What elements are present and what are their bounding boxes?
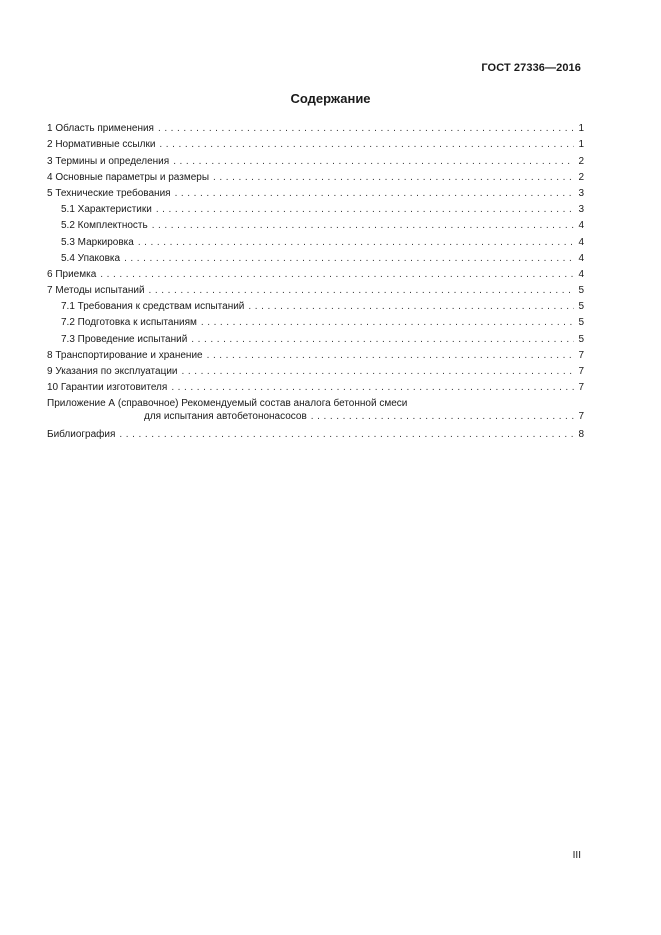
toc-entry[interactable] bbox=[47, 135, 584, 151]
toc-entry-label: 6 Приемка bbox=[47, 268, 97, 280]
toc-entry-page: 7 bbox=[578, 366, 584, 377]
toc-entry-page: 1 bbox=[578, 123, 584, 135]
document-code: ГОСТ 27336—2016 bbox=[481, 62, 581, 74]
toc-entry-label: 9 Указания по эксплуатации bbox=[47, 366, 178, 377]
toc-entry-label: 3 Термины и определения bbox=[47, 155, 170, 167]
toc-entry-label: 5.4 Упаковка bbox=[61, 252, 121, 264]
toc-bibliography-entry[interactable] bbox=[47, 423, 584, 441]
dot-leader bbox=[149, 285, 575, 297]
toc-subentry[interactable] bbox=[47, 216, 584, 232]
toc-entry-label: 8 Транспортирование и хранение bbox=[47, 349, 203, 361]
dot-leader bbox=[207, 350, 575, 362]
toc-entry-label: 5.1 Характеристики bbox=[61, 204, 152, 216]
appendix-title-line2-row bbox=[47, 410, 584, 423]
toc-subentry[interactable] bbox=[47, 232, 584, 248]
toc-entry-label: 7.2 Подготовка к испытаниям bbox=[61, 317, 197, 329]
toc-entry-label: 4 Основные параметры и размеры bbox=[47, 171, 210, 183]
toc-entry-page: 4 bbox=[578, 252, 584, 264]
dot-leader bbox=[158, 123, 574, 135]
toc-entry[interactable] bbox=[47, 168, 584, 184]
toc-entry-label: 5 Технические требования bbox=[47, 187, 171, 199]
toc-entry-page: 2 bbox=[578, 155, 584, 167]
toc-entry-page: 5 bbox=[578, 317, 584, 329]
toc-entry-page: 5 bbox=[578, 301, 584, 313]
dot-leader bbox=[124, 253, 574, 265]
toc-entry[interactable] bbox=[47, 265, 584, 281]
toc-entry-page: 7 bbox=[578, 382, 584, 394]
toc-entry-page: 4 bbox=[578, 268, 584, 280]
toc-entry-page: 4 bbox=[578, 220, 584, 232]
dot-leader bbox=[119, 429, 574, 441]
toc-entry-label: 2 Нормативные ссылки bbox=[47, 139, 156, 151]
toc-entry[interactable] bbox=[47, 184, 584, 200]
toc-appendix-entry[interactable] bbox=[47, 398, 584, 423]
dot-leader bbox=[171, 382, 574, 394]
toc-entry-page: 3 bbox=[578, 204, 584, 216]
toc-entry-label: Библиография bbox=[47, 429, 116, 441]
toc-entry-label: 5.3 Маркировка bbox=[61, 236, 134, 248]
table-of-contents bbox=[47, 119, 584, 441]
toc-subentry[interactable] bbox=[47, 297, 584, 313]
toc-entry[interactable] bbox=[47, 362, 584, 378]
dot-leader bbox=[201, 317, 575, 329]
toc-title: Содержание bbox=[290, 91, 371, 106]
toc-subentry[interactable] bbox=[47, 313, 584, 329]
toc-entry-page: 7 bbox=[578, 349, 584, 361]
page-number: III bbox=[572, 850, 581, 861]
toc-subentry[interactable] bbox=[47, 200, 584, 216]
dot-leader bbox=[100, 269, 574, 281]
dot-leader bbox=[138, 237, 575, 249]
dot-leader bbox=[175, 188, 575, 200]
dot-leader bbox=[159, 139, 574, 151]
dot-leader bbox=[213, 172, 574, 184]
dot-leader bbox=[182, 366, 575, 378]
toc-subentry[interactable] bbox=[47, 249, 584, 265]
dot-leader bbox=[173, 156, 574, 168]
appendix-title-line1: Приложение А (справочное) Рекомендуемый состав аналога бетонной смеси bbox=[47, 398, 408, 410]
dot-leader bbox=[152, 220, 575, 232]
toc-entry-page: 4 bbox=[578, 236, 584, 248]
toc-entry-label: 7.3 Проведение испытаний bbox=[61, 333, 188, 345]
dot-leader bbox=[248, 301, 574, 313]
dot-leader bbox=[156, 204, 575, 216]
toc-entry[interactable] bbox=[47, 119, 584, 135]
toc-entry[interactable] bbox=[47, 151, 584, 167]
toc-entry-page: 5 bbox=[578, 285, 584, 297]
toc-subentry[interactable] bbox=[47, 329, 584, 345]
toc-entry-label: 7 Методы испытаний bbox=[47, 285, 145, 297]
dot-leader bbox=[191, 334, 574, 346]
toc-entry-label: 5.2 Комплектность bbox=[61, 220, 148, 232]
toc-entry[interactable] bbox=[47, 346, 584, 362]
toc-entry-page: 1 bbox=[578, 139, 584, 151]
appendix-title-line2: для испытания автобетононасосов bbox=[144, 411, 307, 423]
toc-entry-label: 10 Гарантии изготовителя bbox=[47, 382, 168, 394]
toc-entry-page: 8 bbox=[578, 429, 584, 441]
dot-leader bbox=[311, 411, 575, 423]
toc-entry-page: 2 bbox=[578, 171, 584, 183]
toc-entry-page: 5 bbox=[578, 333, 584, 345]
toc-entry-page: 3 bbox=[578, 187, 584, 199]
toc-entry[interactable] bbox=[47, 378, 584, 394]
toc-entry-label: 1 Область применения bbox=[47, 123, 154, 135]
toc-entry-label: 7.1 Требования к средствам испытаний bbox=[61, 301, 245, 313]
toc-entry[interactable] bbox=[47, 281, 584, 297]
toc-entry-page: 7 bbox=[578, 411, 584, 423]
